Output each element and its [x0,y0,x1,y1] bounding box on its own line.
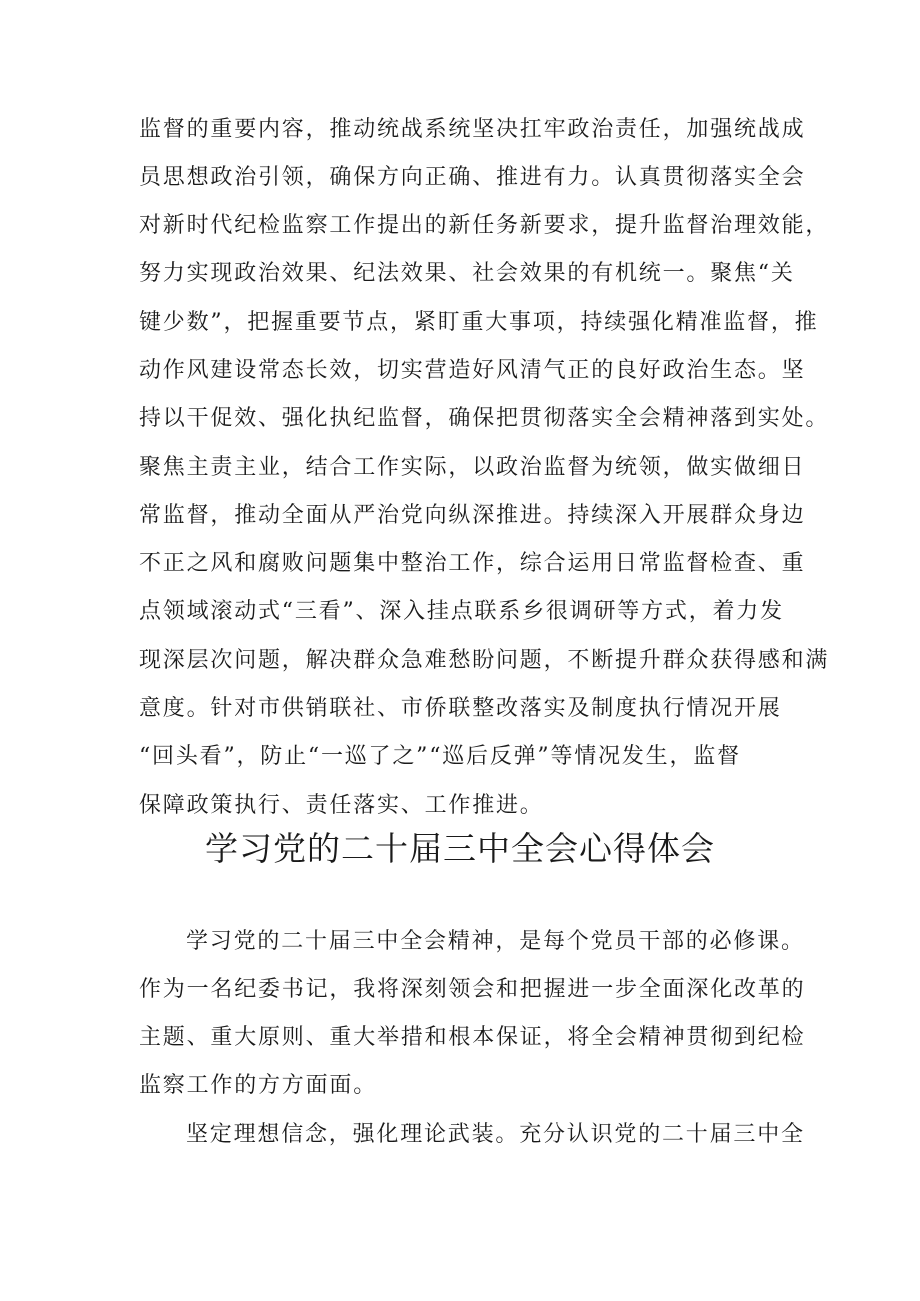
paragraph-line: 监督的重要内容，推动统战系统坚决扛牢政治责任，加强统战成 [139,117,806,142]
paragraph-line: 学习党的二十届三中全会精神，是每个党员干部的必修课。 [186,929,805,954]
paragraph-line: 作为一名纪委书记，我将深刻领会和把握进一步全面深化改革的 [139,977,806,1002]
article-title: 学习党的二十届三中全会心得体会 [205,829,715,868]
paragraph-line: 员思想政治引领，确保方向正确、推进有力。认真贯彻落实全会 [139,165,806,190]
paragraph-line: 不正之风和腐败问题集中整治工作，综合运用日常监督检查、重 [139,551,806,576]
paragraph-line: 努力实现政治效果、纪法效果、社会效果的有机统一。聚焦“关 [139,261,795,286]
paragraph-line: 监察工作的方方面面。 [139,1073,378,1098]
paragraph-line: 对新时代纪检监察工作提出的新任务新要求，提升监督治理效能， [139,213,830,238]
paragraph-line: 键少数”，把握重要节点，紧盯重大事项，持续强化精准监督，推 [139,310,819,335]
paragraph-line: 现深层次问题，解决群众急难愁盼问题，不断提升群众获得感和满 [139,648,830,673]
paragraph-line: 主题、重大原则、重大举措和根本保证，将全会精神贯彻到纪检 [139,1025,806,1050]
paragraph-line: 点领域滚动式“三看”、深入挂点联系乡很调研等方式，着力发 [139,599,784,624]
paragraph-line: 保障政策执行、责任落实、工作推进。 [139,793,544,818]
paragraph-line: 意度。针对市供销联社、市侨联整改落实及制度执行情况开展 [139,696,782,721]
paragraph-line: 聚焦主责主业，结合工作实际，以政治监督为统领，做实做细日 [139,455,806,480]
paragraph-line: “回头看”，防止“一巡了之”“巡后反弹”等情况发生，监督 [139,744,741,769]
paragraph-line: 动作风建设常态长效，切实营造好风清气正的良好政治生态。坚 [139,358,806,383]
paragraph-line: 坚定理想信念，强化理论武装。充分认识党的二十届三中全 [186,1122,805,1147]
paragraph-line: 常监督，推动全面从严治党向纵深推进。持续深入开展群众身边 [139,503,806,528]
paragraph-line: 持以干促效、强化执纪监督，确保把贯彻落实全会精神落到实处。 [139,406,830,431]
